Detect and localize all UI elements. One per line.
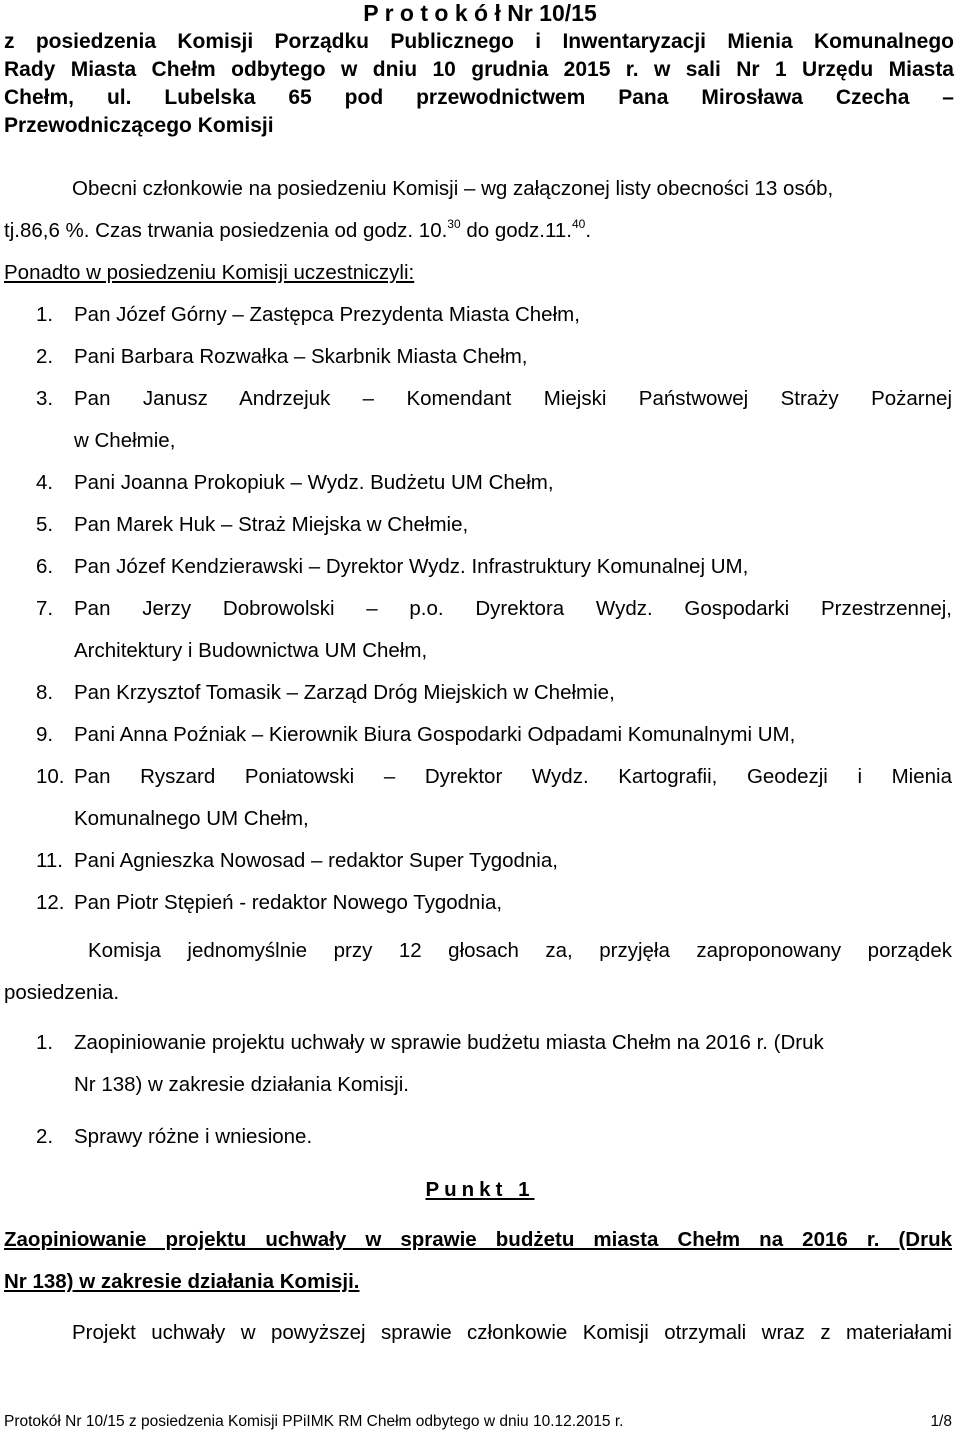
participant-item — [0, 756, 952, 840]
participant-item — [0, 882, 952, 924]
list-text: Pan Krzysztof Tomasik – Zarząd Dróg Miejskich w Chełmie, — [74, 681, 615, 704]
participant-item — [0, 462, 952, 504]
agenda-intro-line: Komisja jednomyślnie przy 12 głosach za, przyjęła zaproponowany porządek — [88, 939, 952, 962]
list-number: 1. — [36, 1031, 54, 1054]
participant-item — [0, 336, 952, 378]
punkt-title-line: Nr 138) w zakresie działania Komisji. — [4, 1270, 360, 1293]
list-text: Pani Barbara Rozwałka – Skarbnik Miasta Chełm, — [74, 345, 528, 368]
attendance-text: do godz.11. — [460, 219, 572, 242]
list-text: Pan Janusz Andrzejuk – Komendant Miejski Państwowej Straży Pożarnej — [74, 387, 952, 410]
list-text: Pan Jerzy Dobrowolski – p.o. Dyrektora Wydz. Gospodarki Przestrzennej, — [74, 597, 952, 620]
attendance-line2 — [4, 210, 952, 252]
participant-item — [0, 840, 952, 882]
document-subtitle — [4, 28, 954, 140]
agenda-intro-cont: posiedzenia. — [4, 981, 120, 1004]
agenda-item — [0, 1022, 952, 1106]
attendance-line1: Obecni członkowie na posiedzeniu Komisji – wg załączonej listy obecności 13 osób, — [72, 177, 834, 200]
attendance-text: . — [585, 219, 592, 242]
agenda-intro — [88, 930, 952, 972]
participant-item — [0, 714, 952, 756]
participant-item — [0, 672, 952, 714]
list-text-cont: Komunalnego UM Chełm, — [74, 807, 309, 830]
punkt-title-line: Zaopiniowanie projektu uchwały w sprawie budżetu miasta Chełm na 2016 r. (Druk — [4, 1228, 952, 1251]
subtitle-line: Przewodniczącego Komisji — [4, 114, 274, 137]
list-number: 2. — [36, 1125, 54, 1148]
participant-item — [0, 378, 952, 462]
time-end-minutes: 40 — [571, 217, 586, 231]
list-number: 3. — [36, 387, 54, 410]
attendance-text: tj.86,6 %. Czas trwania posiedzenia od godz. 10. — [4, 219, 448, 242]
subtitle-line: Chełm, ul. Lubelska 65 pod przewodnictwem Pana Mirosława Czecha – — [4, 86, 954, 109]
participant-item — [0, 294, 952, 336]
list-text-cont: Architektury i Budownictwa UM Chełm, — [74, 639, 428, 662]
list-text: Pani Anna Poźniak – Kierownik Biura Gospodarki Odpadami Komunalnymi UM, — [74, 723, 796, 746]
punkt-heading: Punkt 1 — [425, 1178, 535, 1201]
list-number: 11. — [36, 849, 63, 872]
list-text-cont: Nr 138) w zakresie działania Komisji. — [74, 1073, 409, 1096]
list-text: Pan Marek Huk – Straż Miejska w Chełmie, — [74, 513, 469, 536]
list-number: 1. — [36, 303, 54, 326]
list-text: Pan Józef Kendzierawski – Dyrektor Wydz. Infrastruktury Komunalnej UM, — [74, 555, 749, 578]
list-number: 5. — [36, 513, 54, 536]
list-text-cont: w Chełmie, — [74, 429, 176, 452]
closing-line — [72, 1312, 952, 1354]
list-text: Pan Ryszard Poniatowski – Dyrektor Wydz. Kartografii, Geodezji i Mienia — [74, 765, 952, 788]
participants-list — [0, 294, 952, 924]
list-number: 10. — [36, 765, 65, 788]
participants-heading: Ponadto w posiedzeniu Komisji uczestniczyli: — [4, 261, 415, 284]
document-title: P r o t o k ó ł Nr 10/15 — [363, 0, 597, 26]
list-number: 8. — [36, 681, 54, 704]
list-text: Pan Piotr Stępień - redaktor Nowego Tygodnia, — [74, 891, 503, 914]
subtitle-line: Rady Miasta Chełm odbytego w dniu 10 grudnia 2015 r. w sali Nr 1 Urzędu Miasta — [4, 58, 954, 81]
agenda-item — [0, 1116, 952, 1158]
list-number: 12. — [36, 891, 65, 914]
list-text: Zaopiniowanie projektu uchwały w sprawie budżetu miasta Chełm na 2016 r. (Druk — [74, 1031, 824, 1054]
time-start-minutes: 30 — [447, 217, 461, 231]
list-number: 2. — [36, 345, 54, 368]
page-footer — [4, 1413, 952, 1431]
list-text: Pani Joanna Prokopiuk – Wydz. Budżetu UM Chełm, — [74, 471, 554, 494]
page-number: 1/8 — [930, 1413, 952, 1430]
punkt-title — [4, 1219, 952, 1303]
closing-text: Projekt uchwały w powyższej sprawie członkowie Komisji otrzymali wraz z materiałami — [72, 1321, 952, 1344]
list-text: Pan Józef Górny – Zastępca Prezydenta Miasta Chełm, — [74, 303, 580, 326]
list-text: Pani Agnieszka Nowosad – redaktor Super Tygodnia, — [74, 849, 558, 872]
agenda-list — [0, 1022, 952, 1158]
list-text: Sprawy różne i wniesione. — [74, 1125, 313, 1148]
list-number: 6. — [36, 555, 54, 578]
list-number: 4. — [36, 471, 54, 494]
participant-item — [0, 546, 952, 588]
list-number: 7. — [36, 597, 54, 620]
subtitle-line: z posiedzenia Komisji Porządku Publicznego i Inwentaryzacji Mienia Komunalnego — [4, 30, 954, 53]
list-number: 9. — [36, 723, 54, 746]
participant-item — [0, 504, 952, 546]
participant-item — [0, 588, 952, 672]
footer-text: Protokół Nr 10/15 z posiedzenia Komisji PPiIMK RM Chełm odbytego w dniu 10.12.2015 r. — [4, 1413, 624, 1430]
